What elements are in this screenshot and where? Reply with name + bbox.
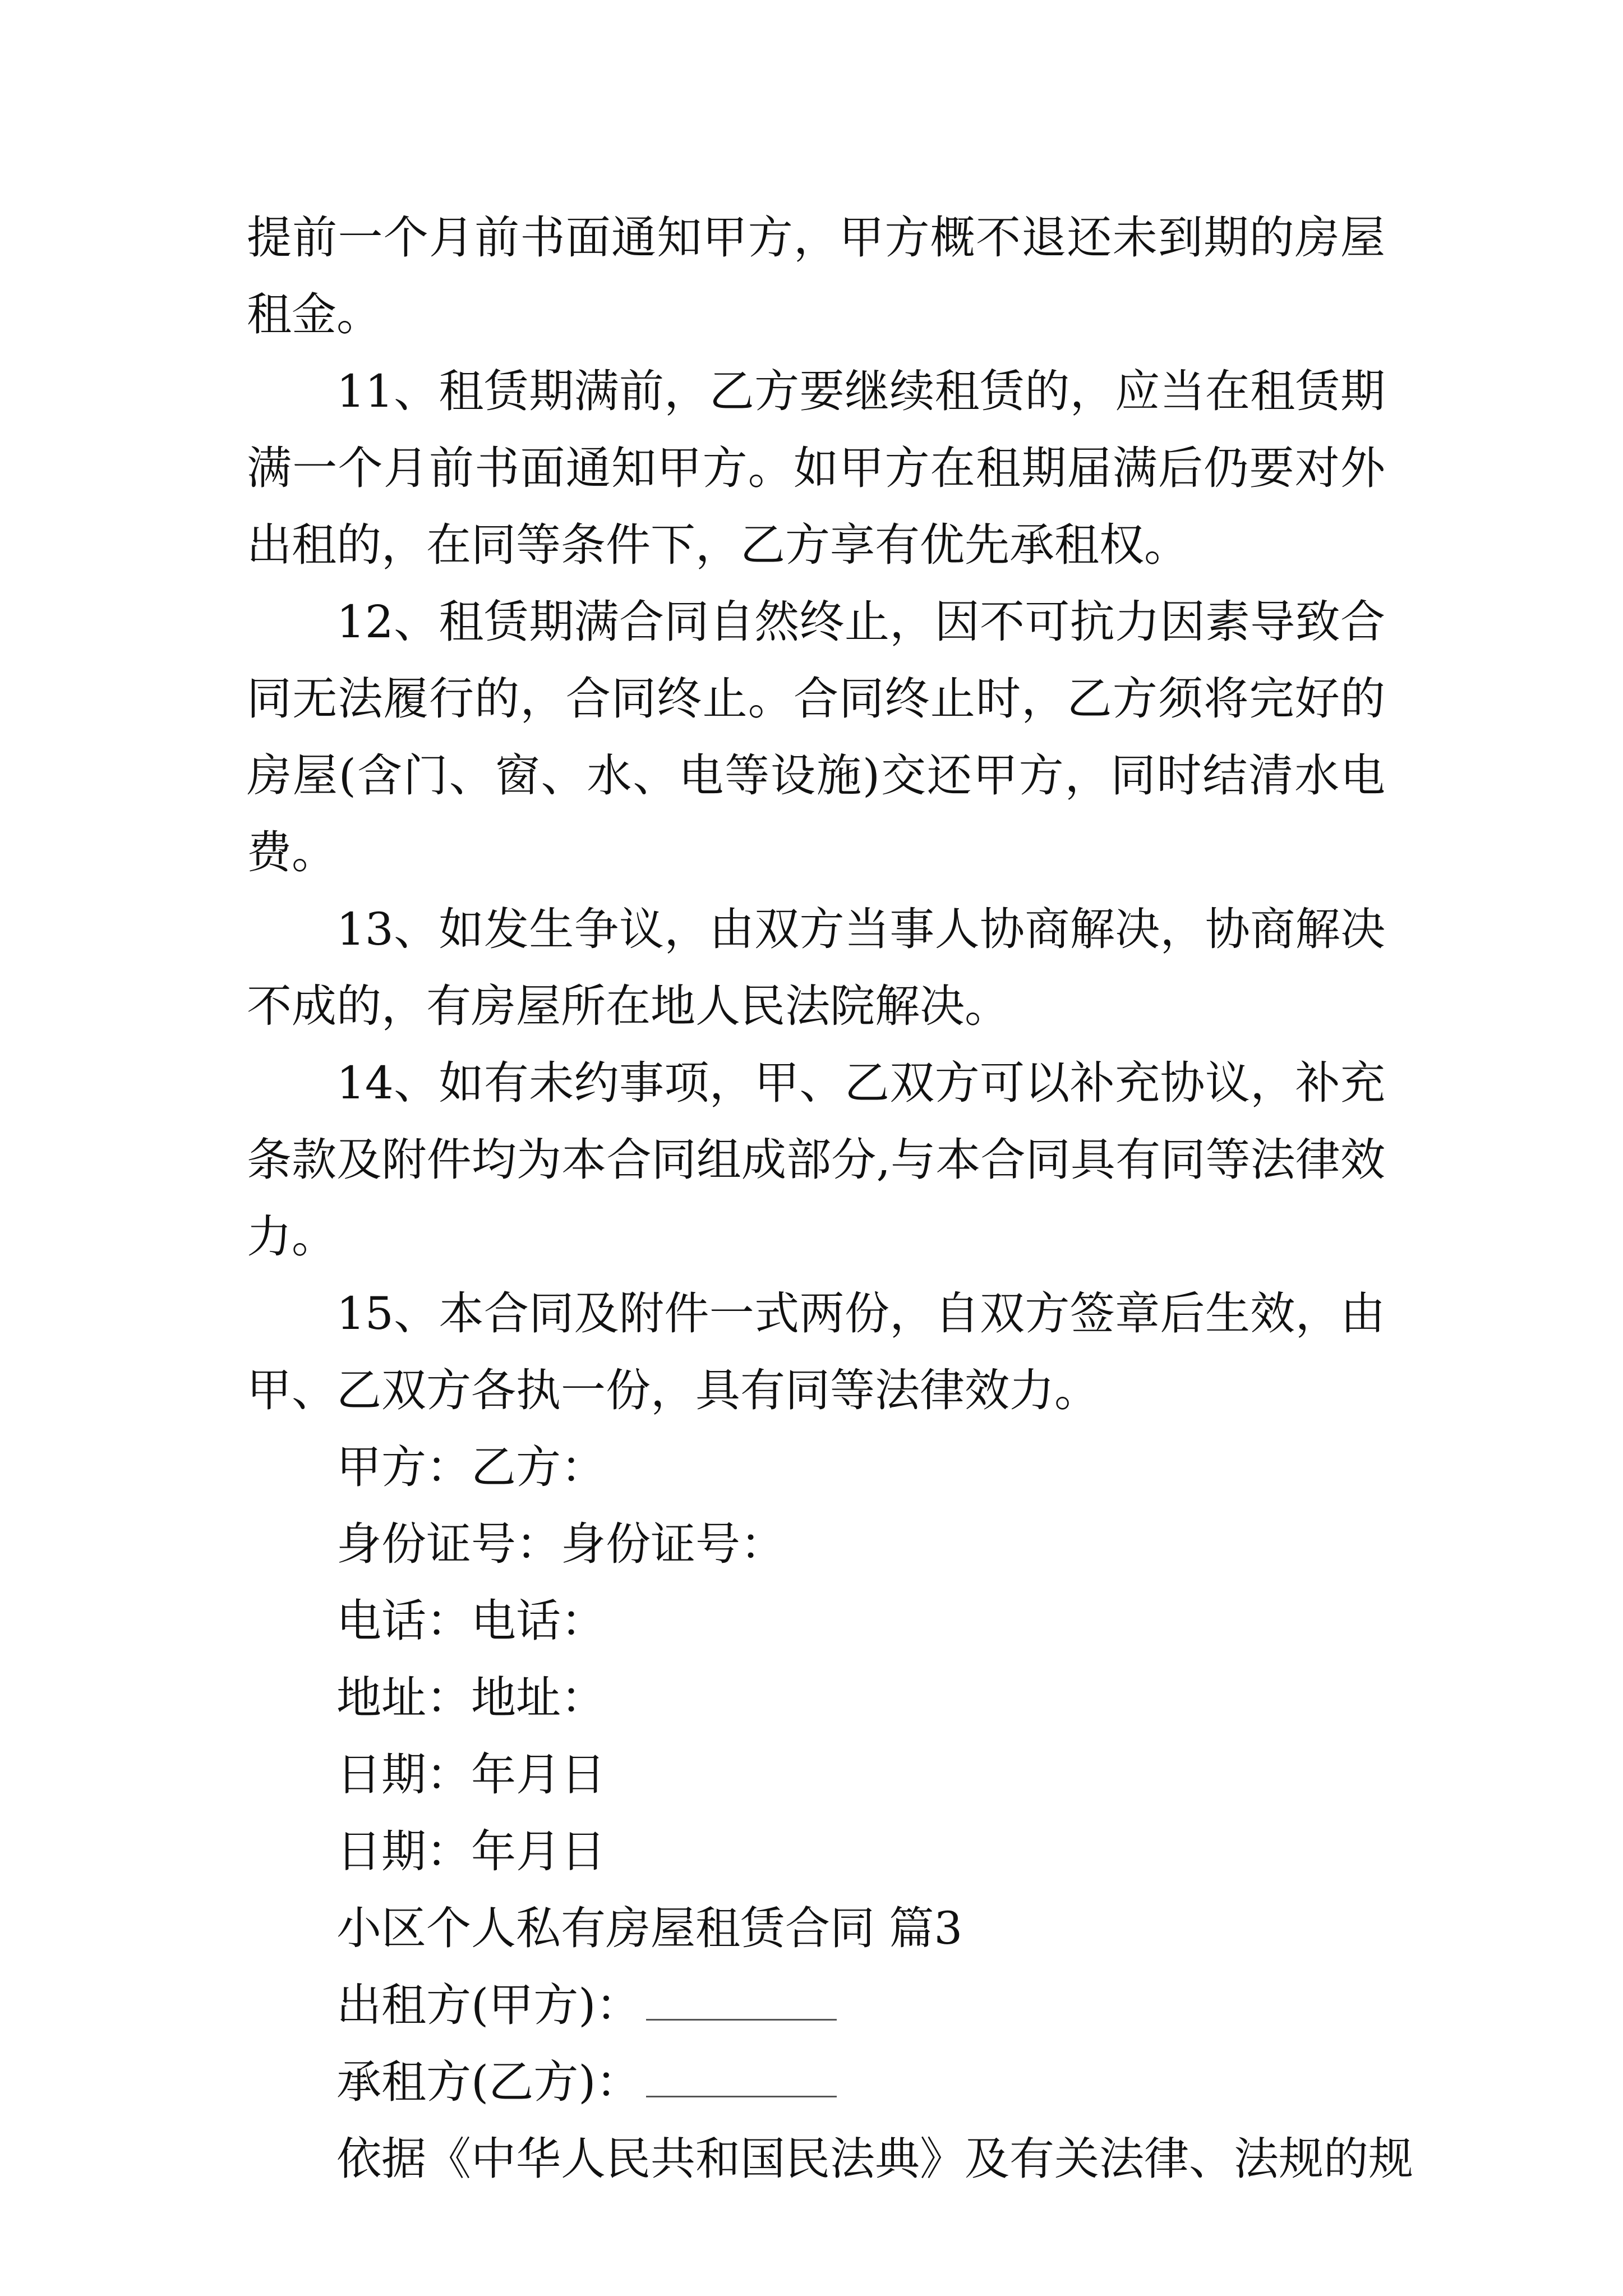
clause-12: 12、租赁期满合同自然终止，因不可抗力因素导致合同无法履行的，合同终止。合同终止时，乙方须将完好的房屋(含门、窗、水、电等设施)交还甲方，同时结清水电费。 [247,596,1385,878]
signature-date-2: 日期：年月日 [336,1825,606,1878]
lessee-line [247,2044,1385,2120]
basis-paragraph: 依据《中华人民共和国民法典》及有关法律、法规的规 [336,2133,1413,2185]
signature-parties: 甲方：乙方： [336,1441,606,1493]
section-title: 小区个人私有房屋租赁合同 篇3 [336,1902,963,1954]
signature-address: 地址：地址： [336,1672,606,1724]
lessee-label: 承租方(乙方)： [336,2056,641,2108]
clause-14: 14、如有未约事项，甲、乙双方可以补充协议，补充条款及附件均为本合同组成部分,与本合同具有同等法律效力。 [247,1057,1385,1263]
lessor-blank-field [646,1985,837,2021]
signature-phone: 电话：电话： [336,1595,606,1647]
lessor-line [247,1967,1385,2044]
paragraph-continuation: 提前一个月前书面通知甲方，甲方概不退还未到期的房屋租金。 [247,211,1385,341]
clause-15: 15、本合同及附件一式两份，自双方签章后生效，由甲、乙双方各执一份，具有同等法律效力。 [247,1287,1385,1416]
document-body [247,199,1413,2197]
lessee-blank-field [646,2062,837,2097]
clause-13: 13、如发生争议，由双方当事人协商解决，协商解决不成的，有房屋所在地人民法院解决。 [247,903,1385,1032]
signature-date-1: 日期：年月日 [336,1749,606,1801]
lessor-label: 出租方(甲方)： [336,1979,641,2031]
signature-id-number: 身份证号：身份证号： [336,1518,785,1570]
clause-11: 11、租赁期满前，乙方要继续租赁的，应当在租赁期满一个月前书面通知甲方。如甲方在租期届满后仍要对外出租的，在同等条件下，乙方享有优先承租权。 [247,365,1385,571]
